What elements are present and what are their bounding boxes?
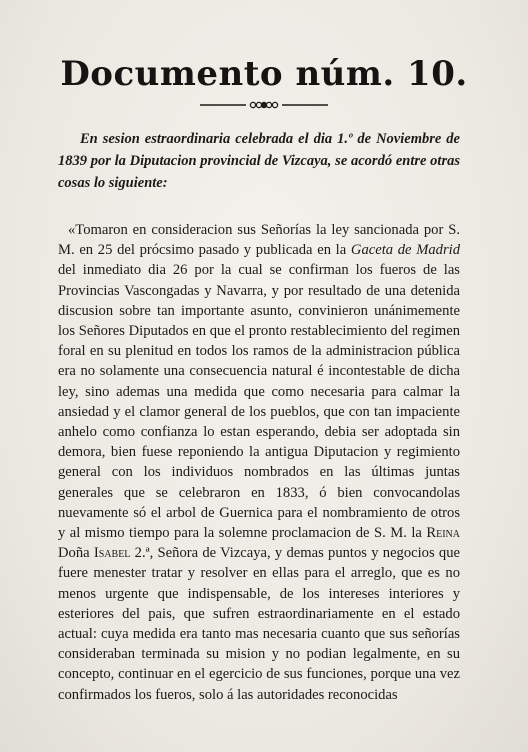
intro-paragraph: En sesion estraordinaria celebrada el dia 1.º de Noviembre de 1839 por la Diputacion provincial de Vizcaya, se acordó entre otras cosas lo siguiente: [58,131,460,191]
body-text-part3: Doña [58,545,94,562]
queen-title: Reina [426,525,460,542]
ornament-divider [198,98,330,112]
body-text-part4: 2.ª, Señora de Vizcaya, y demas puntos y negocios que fuere menester tratar y resolver en ellas para el arreglo, que es no menos urgente que indispensable, de los intereses interiores y esteriores del pais, que sufren estraordinariamente en el estado actual: cuya medida era tanto mas necesaria cuanto que sus señorías consideraban terminada su mision y no podian legalmente, en su concepto, continuar en el egercicio de sus funciones, porque una vez confirmados los fueros, solo á las autoridades reconocidas [58,545,460,703]
body-text-part1: «Tomaron en consideracion sus Señorías la ley sancionada por S. M. en 25 del prócsimo pasado y publicada en la [58,222,460,259]
document-title: Documento núm. 10. [60,54,468,94]
gazette-name: Gaceta de Madrid [350,242,460,259]
queen-name: Isabel [93,545,131,562]
body-text-part2: del inmediato dia 26 por la cual se confirman los fueros de las Provincias Vascongadas y Navarra, y por resultado de una detenida discusion sobre tan importante asunto, convinieron unánimemente los Señores Diputados en que el pronto restablecimiento del regimen foral en su plenitud en todos los ramos de la administracion pública era no solamente una consecuencia natural é incontestable de dicha ley, sino ademas una medida que como necesaria para calmar la ansiedad y el clamor general de los pueblos, que con tan impaciente anhelo como confianza lo estan esperando, debia ser adoptada sin demora, bien fuese reponiendo la antigua Diputacion y regimiento general con los individuos nombrados en las últimas juntas generales que se celebraron en 1833, ó bien convocandolas nuevamente só el arbol de Guernica para el nombramiento de otros y al mismo tiempo para la solemne proclamacion de S. M. la [58,262,460,542]
body-paragraph [58,220,460,705]
